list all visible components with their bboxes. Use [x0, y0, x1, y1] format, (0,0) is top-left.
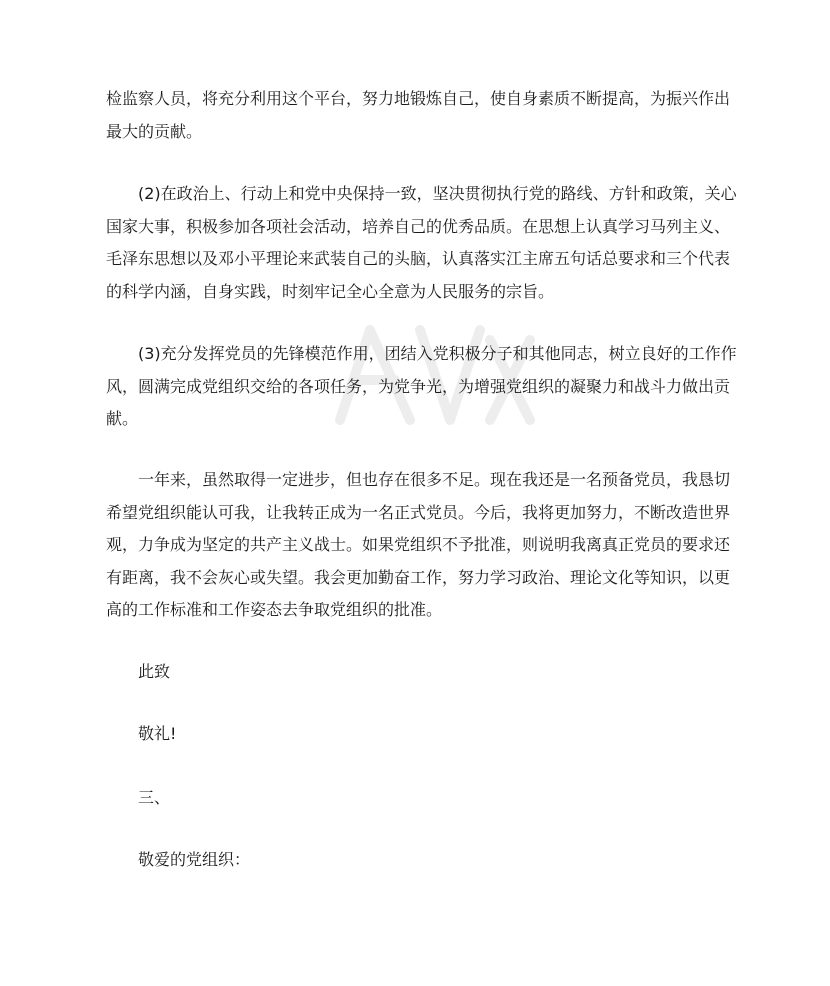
section-number: 三、 [138, 788, 171, 807]
paragraph-line: 国家大事，积极参加各项社会活动，培养自己的优秀品质。在思想上认真学习马列主义、 [106, 216, 731, 236]
paragraph-line: (3)充分发挥党员的先锋模范作用，团结入党积极分子和其他同志，树立良好的工作作 [106, 344, 737, 363]
paragraph-line: 有距离，我不会灰心或失望。我会更加勤奋工作，努力学习政治、理论文化等知识，以更 [106, 567, 731, 587]
paragraph-line: (2)在政治上、行动上和党中央保持一致，坚决贯彻执行党的路线、方针和政策，关心 [106, 184, 737, 203]
paragraph-2 [106, 178, 737, 308]
closing-respect: 敬礼! [138, 724, 177, 743]
paragraph-line: 毛泽东思想以及邓小平理论来武装自己的头脑，认真落实江主席五句话总要求和三个代表 [106, 249, 731, 268]
closing-salutation: 此致 [138, 662, 171, 681]
paragraph-line: 观，力争成为坚定的共产主义战士。如果党组织不予批准，则说明我离真正党员的要求还 [106, 535, 731, 554]
paragraph-line: 高的工作标准和工作姿态去争取党组织的批准。 [106, 600, 443, 619]
paragraph-line: 检监察人员，将充分利用这个平台，努力地锻炼自己，使自身素质不断提高，为振兴作出 [106, 89, 731, 108]
paragraph-line: 献。 [106, 409, 139, 428]
paragraph-line: 的科学内涵，自身实践，时刻牢记全心全意为人民服务的宗旨。 [106, 281, 555, 301]
paragraph-line: 一年来，虽然取得一定进步，但也存在很多不足。现在我还是一名预备党员，我恳切 [106, 470, 731, 489]
paragraph-line: 希望党组织能认可我，让我转正成为一名正式党员。今后，我将更加努力，不断改造世界 [106, 502, 731, 522]
paragraph-4 [106, 464, 731, 627]
paragraph-line: 风，圆满完成党组织交给的各项任务，为党争光，为增强党组织的凝聚力和战斗力做出贡 [106, 376, 731, 396]
paragraph-1 [106, 83, 731, 148]
paragraph-3 [106, 338, 737, 436]
letter-greeting: 敬爱的党组织： [138, 850, 251, 869]
paragraph-line: 最大的贡献。 [106, 121, 203, 141]
